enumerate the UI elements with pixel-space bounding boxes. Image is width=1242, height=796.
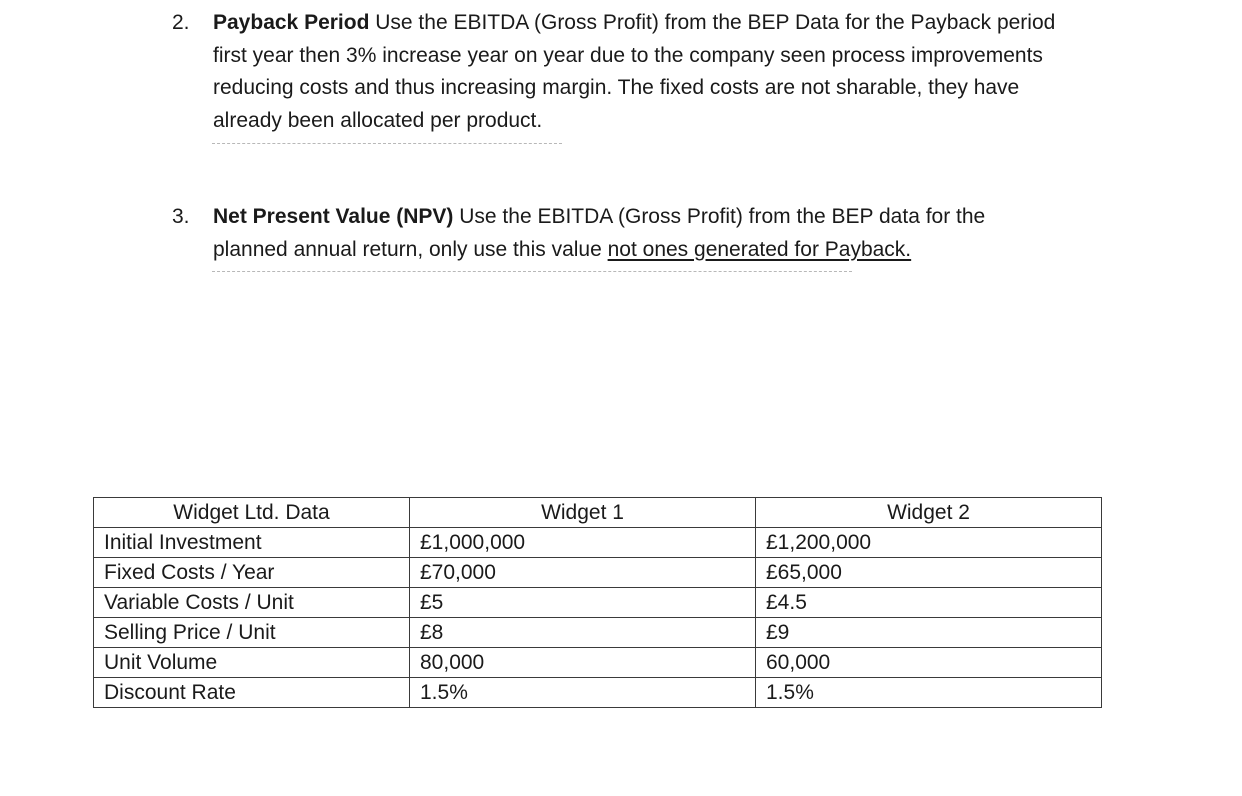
- widget-1-value: 80,000: [410, 648, 756, 678]
- item-title: Payback Period: [213, 11, 370, 34]
- widget-2-value: £9: [756, 618, 1102, 648]
- widget-2-value: 1.5%: [756, 678, 1102, 708]
- table-row: [94, 528, 1102, 558]
- widget-1-value: £1,000,000: [410, 528, 756, 558]
- list-number: 2.: [172, 11, 190, 34]
- table-row: [94, 648, 1102, 678]
- text-line: planned annual return, only use this value: [213, 237, 608, 261]
- list-item-text: [213, 7, 1132, 137]
- widget-2-value: £4.5: [756, 588, 1102, 618]
- row-label: Unit Volume: [94, 648, 410, 678]
- list-item-text: [213, 201, 1132, 266]
- row-label: Discount Rate: [94, 678, 410, 708]
- text-line: already been allocated per product.: [213, 108, 543, 132]
- widget-1-value: £70,000: [410, 558, 756, 588]
- list-item-payback-period: [172, 7, 1132, 137]
- table-row: [94, 588, 1102, 618]
- table-row: [94, 618, 1102, 648]
- item-title: Net Present Value (NPV): [213, 205, 454, 228]
- widget-2-value: 60,000: [756, 648, 1102, 678]
- row-label: Initial Investment: [94, 528, 410, 558]
- list-number: 3.: [172, 205, 190, 228]
- text-line: reducing costs and thus increasing margin. The fixed costs are not sharable, they have: [213, 76, 1020, 99]
- table-header-row: [94, 498, 1102, 528]
- list-item-net-present-value: [172, 201, 1132, 266]
- cut-off-text-line: [212, 271, 852, 272]
- row-label: Fixed Costs / Year: [94, 558, 410, 588]
- table-row: [94, 678, 1102, 708]
- widget-1-value: 1.5%: [410, 678, 756, 708]
- row-label: Selling Price / Unit: [94, 618, 410, 648]
- header-cell-widget-1: Widget 1: [410, 498, 756, 528]
- widget-2-value: £65,000: [756, 558, 1102, 588]
- text-line: Use the EBITDA (Gross Profit) from the BEP data for the: [453, 205, 986, 228]
- header-cell-widget-ltd-data: Widget Ltd. Data: [94, 498, 410, 528]
- widget-1-value: £8: [410, 618, 756, 648]
- widget-1-value: £5: [410, 588, 756, 618]
- widget-data-table: [93, 497, 1102, 708]
- row-label: Variable Costs / Unit: [94, 588, 410, 618]
- text-line: first year then 3% increase year on year due to the company seen process improvements: [213, 43, 1043, 67]
- widget-2-value: £1,200,000: [756, 528, 1102, 558]
- cut-off-text-line: [212, 143, 562, 144]
- header-cell-widget-2: Widget 2: [756, 498, 1102, 528]
- underlined-text: not ones generated for Payback.: [607, 237, 912, 261]
- table-row: [94, 558, 1102, 588]
- text-line: Use the EBITDA (Gross Profit) from the BEP Data for the Payback period: [369, 11, 1056, 34]
